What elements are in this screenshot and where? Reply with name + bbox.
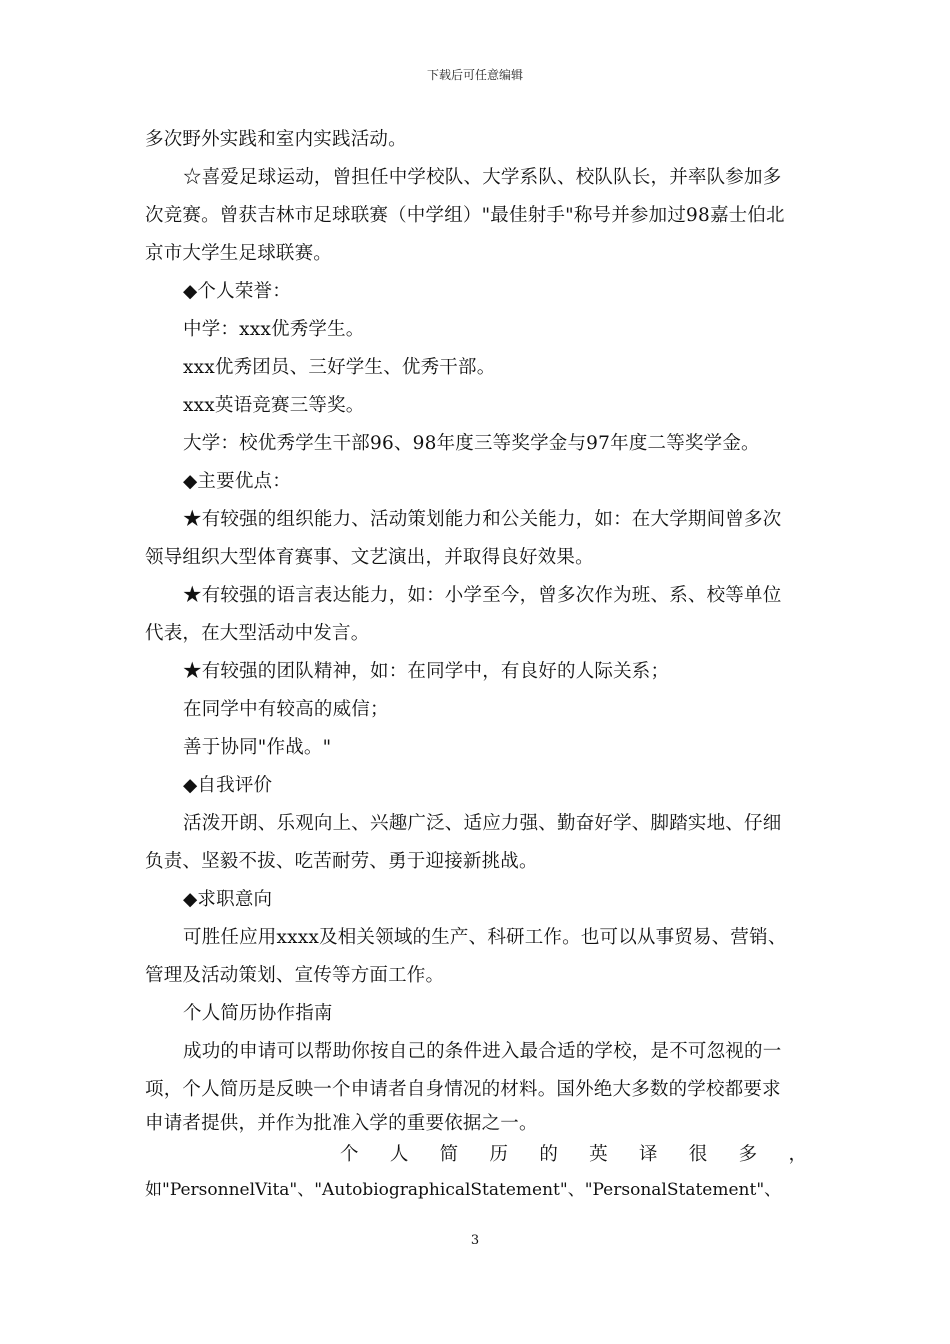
text-line: 如"PersonnelVita"、"AutobiographicalStatement"、"PersonalStatement"、 (145, 1180, 782, 1200)
text-line: 可胜任应用xxxx及相关领域的生产、科研工作。也可以从事贸易、营销、 (183, 927, 787, 948)
text-line: ★有较强的语言表达能力，如：小学至今，曾多次作为班、系、校等单位 (183, 585, 782, 606)
page-number: 3 (470, 1233, 480, 1248)
text-line: xxx优秀团员、三好学生、优秀干部。 (183, 357, 496, 378)
section-heading: ◆自我评价 (183, 775, 273, 796)
text-line: 大学：校优秀学生干部96、98年度三等奖学金与97年度二等奖学金。 (183, 433, 760, 454)
text-line: 项，个人简历是反映一个申请者自身情况的材料。国外绝大多数的学校都要求 (145, 1079, 781, 1100)
justified-text-line (145, 1140, 807, 1166)
text-line: 次竞赛。曾获吉林市足球联赛（中学组）"最佳射手"称号并参加过98嘉士伯北 (145, 205, 785, 226)
section-heading: ◆求职意向 (183, 889, 273, 910)
text-line: 管理及活动策划、宣传等方面工作。 (145, 965, 445, 986)
text-char: ， (788, 1144, 807, 1165)
text-char: 历 (489, 1144, 508, 1165)
text-char: 很 (688, 1144, 708, 1165)
text-char: 英 (589, 1144, 608, 1165)
text-char: 个 (340, 1144, 359, 1165)
text-line: 活泼开朗、乐观向上、兴趣广泛、适应力强、勤奋好学、脚踏实地、仔细 (183, 813, 782, 834)
text-line: 代表，在大型活动中发言。 (145, 623, 370, 644)
section-heading: 个人简历协作指南 (183, 1003, 333, 1024)
section-heading: ◆个人荣誉： (183, 281, 291, 302)
text-line: 在同学中有较高的威信； (183, 699, 389, 720)
text-char: 简 (439, 1144, 459, 1165)
text-line: 善于协同"作战。" (183, 737, 332, 758)
section-heading: ◆主要优点： (183, 471, 291, 492)
text-char: 人 (389, 1144, 409, 1165)
text-line: 申请者提供，并作为批准入学的重要依据之一。 (145, 1113, 538, 1134)
text-line: ☆喜爱足球运动，曾担任中学校队、大学系队、校队队长，并率队参加多 (183, 167, 782, 188)
text-char: 多 (738, 1144, 758, 1165)
text-line: 多次野外实践和室内实践活动。 (145, 129, 407, 150)
text-line: 成功的申请可以帮助你按自己的条件进入最合适的学校，是不可忽视的一 (183, 1041, 782, 1062)
text-line: ★有较强的组织能力、活动策划能力和公关能力，如：在大学期间曾多次 (183, 509, 782, 530)
text-line: 中学：xxx优秀学生。 (183, 319, 365, 340)
page-header: 下载后可任意编辑 (426, 68, 523, 82)
text-char: 译 (638, 1144, 658, 1165)
text-char: 的 (539, 1144, 558, 1165)
text-line: 领导组织大型体育赛事、文艺演出，并取得良好效果。 (145, 547, 594, 568)
text-line: xxx英语竞赛三等奖。 (183, 395, 365, 416)
text-line: 京市大学生足球联赛。 (145, 243, 333, 264)
text-line: ★有较强的团队精神，如：在同学中，有良好的人际关系； (183, 661, 670, 682)
text-line: 负责、坚毅不拔、吃苦耐劳、勇于迎接新挑战。 (145, 851, 538, 872)
